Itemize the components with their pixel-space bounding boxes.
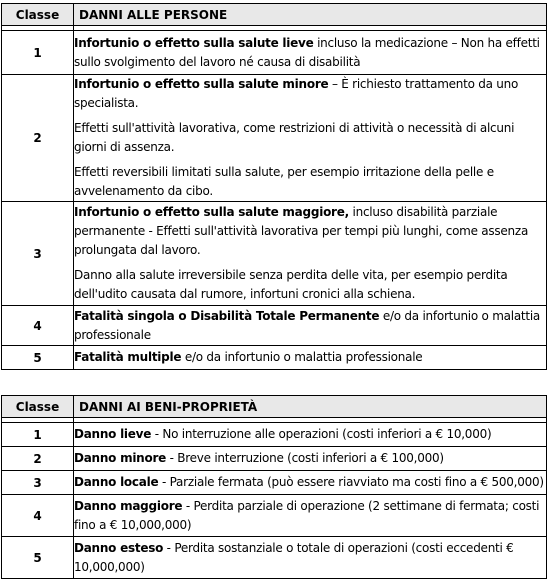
description-paragraph bbox=[74, 266, 546, 304]
description-cell bbox=[74, 202, 547, 306]
description-bold: Fatalità singola o Disabilità Totale Permanente bbox=[74, 308, 380, 323]
description-bold: Fatalità multiple bbox=[74, 350, 182, 364]
table-row bbox=[2, 31, 547, 75]
column-header-danni-persone: DANNI ALLE PERSONE bbox=[74, 4, 547, 26]
column-header-classe: Classe bbox=[2, 396, 74, 418]
description-cell bbox=[74, 306, 547, 346]
description-text: Effetti reversibili limitati sulla salute, per esempio irritazione della pelle e avvelenamento da cibo. bbox=[74, 165, 494, 198]
table-header-row bbox=[2, 396, 547, 418]
danni-beni-table bbox=[1, 395, 547, 579]
description-bold: Danno locale bbox=[74, 475, 159, 489]
description-cell bbox=[74, 31, 547, 75]
description-text: Danno alla salute irreversibile senza perdita delle vita, per esempio perdita dell'udito causata dal rumore, infortuni cronici alla schiena. bbox=[74, 268, 508, 301]
table-row bbox=[2, 471, 547, 495]
table-row bbox=[2, 495, 547, 537]
classe-cell: 2 bbox=[2, 447, 74, 471]
column-header-danni-beni: DANNI AI BENI-PROPRIETÀ bbox=[74, 396, 547, 418]
description-paragraph bbox=[74, 163, 546, 201]
description-cell bbox=[74, 537, 547, 579]
classe-cell: 2 bbox=[2, 75, 74, 202]
classe-cell: 5 bbox=[2, 346, 74, 370]
description-paragraph bbox=[74, 75, 546, 113]
description-paragraph bbox=[74, 119, 546, 157]
table-row bbox=[2, 423, 547, 447]
description-text: incluso la medicazione – Non ha effetti sullo svolgimento del lavoro né causa di disabilità bbox=[74, 35, 540, 69]
table-row bbox=[2, 537, 547, 579]
classe-cell: 1 bbox=[2, 31, 74, 75]
table-row bbox=[2, 202, 547, 306]
description-cell bbox=[74, 447, 547, 471]
description-bold: Danno lieve bbox=[74, 427, 152, 441]
description-cell bbox=[74, 75, 547, 202]
description-bold: Infortunio o effetto sulla salute minore bbox=[74, 77, 329, 91]
description-cell bbox=[74, 346, 547, 370]
table-header-row bbox=[2, 4, 547, 26]
classe-cell: 5 bbox=[2, 537, 74, 579]
description-paragraph bbox=[74, 348, 546, 367]
table-row bbox=[2, 447, 547, 471]
description-paragraph bbox=[74, 307, 546, 345]
column-header-classe: Classe bbox=[2, 4, 74, 26]
classe-cell: 3 bbox=[2, 202, 74, 306]
description-text: - Perdita parziale di operazione (2 settimane di fermata; costi fino a € 10,000,000) bbox=[74, 498, 540, 532]
description-bold: Danno minore bbox=[74, 451, 167, 465]
classe-cell: 1 bbox=[2, 423, 74, 447]
table-row bbox=[2, 75, 547, 202]
classe-cell: 3 bbox=[2, 471, 74, 495]
description-text: – È richiesto trattamento da uno specialista. bbox=[74, 77, 519, 110]
description-text: incluso disabilità parziale permanente - Effetti sull'attività lavorativa per tempi più lunghi, come assenza prolungata dal lavoro. bbox=[74, 205, 529, 257]
description-paragraph bbox=[74, 34, 546, 72]
table-row bbox=[2, 306, 547, 346]
description-text: - Parziale fermata (può essere riavviato ma costi fino a € 500,000) bbox=[158, 475, 544, 489]
description-bold: Danno esteso bbox=[74, 540, 164, 555]
description-text: e/o da infortunio o malattia professionale bbox=[74, 308, 541, 342]
description-text: - Perdita sostanziale o totale di operazioni (costi eccedenti € 10,000,000) bbox=[74, 540, 514, 574]
description-text: e/o da infortunio o malattia professionale bbox=[181, 350, 423, 364]
description-text: - Breve interruzione (costi inferiori a € 100,000) bbox=[166, 451, 444, 465]
description-text: Effetti sull'attività lavorativa, come restrizioni di attività o necessità di alcuni giorni di assenza. bbox=[74, 121, 515, 154]
description-cell bbox=[74, 495, 547, 537]
classe-cell: 4 bbox=[2, 495, 74, 537]
danni-persone-table bbox=[1, 3, 547, 370]
description-bold: Infortunio o effetto sulla salute maggiore, bbox=[74, 205, 349, 219]
description-text: - No interruzione alle operazioni (costi inferiori a € 10,000) bbox=[151, 427, 492, 441]
description-bold: Infortunio o effetto sulla salute lieve bbox=[74, 35, 314, 50]
classe-cell: 4 bbox=[2, 306, 74, 346]
description-paragraph bbox=[74, 203, 546, 260]
description-bold: Danno maggiore bbox=[74, 498, 183, 513]
description-cell bbox=[74, 471, 547, 495]
table-row bbox=[2, 346, 547, 370]
description-cell bbox=[74, 423, 547, 447]
